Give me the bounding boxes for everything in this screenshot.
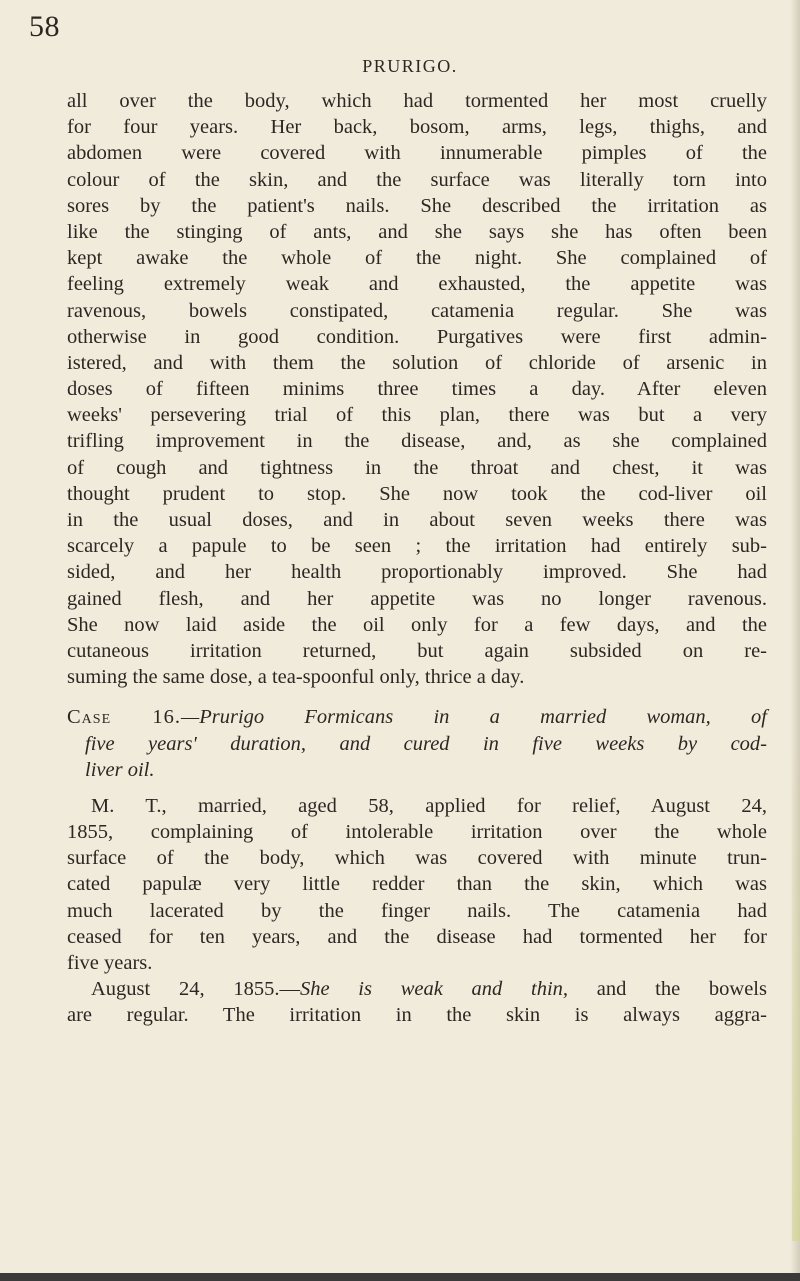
case-heading-line: liver oil. <box>85 758 155 781</box>
case-label: Case 16. <box>67 706 181 729</box>
text-line: otherwise in good condition. Purgatives were first admin- <box>67 325 767 348</box>
text-line: in the usual doses, and in about seven weeks there was <box>67 509 767 531</box>
text-line: scarcely a papule to be seen ; the irritation had entirely sub- <box>67 535 767 558</box>
page-number: 58 <box>29 10 60 43</box>
text-line: M. T., married, aged 58, applied for relief, August 24, <box>91 794 767 817</box>
page-edge-tint <box>792 721 800 1241</box>
text-line: abdomen were covered with innumerable pimples of the <box>67 142 767 165</box>
text-suffix: and the bowels <box>568 978 767 1001</box>
text-line: doses of fifteen minims three times a day. After eleven <box>67 378 767 401</box>
text-line: ravenous, bowels constipated, catamenia regular. She was <box>67 299 767 322</box>
text-line: sores by the patient's nails. She described the irritation as <box>67 194 767 217</box>
text-line: cated papulæ very little redder than the skin, which was <box>67 873 767 896</box>
text-line: thought prudent to stop. She now took the cod-liver oil <box>67 482 767 505</box>
case-paragraph <box>67 793 767 976</box>
case-heading-line: five years' duration, and cured in five weeks by cod- <box>85 732 767 755</box>
text-line: sided, and her health proportionably improved. She had <box>67 561 767 584</box>
text-line: surface of the body, which was covered with minute trun- <box>67 847 767 870</box>
scan-bottom-edge <box>0 1273 800 1281</box>
text-line: are regular. The irritation in the skin is always aggra- <box>67 1004 767 1027</box>
text-line: She now laid aside the oil only for a few days, and the <box>67 613 767 636</box>
text-line: like the stinging of ants, and she says she has often been <box>67 220 767 243</box>
text-line: ceased for ten years, and the disease had tormented her for <box>67 925 767 948</box>
text-line: of cough and tightness in the throat and chest, it was <box>67 456 767 479</box>
text-line: kept awake the whole of the night. She complained of <box>67 247 767 270</box>
text-line: weeks' persevering trial of this plan, there was but a very <box>67 404 767 427</box>
text-line: suming the same dose, a tea-spoonful only, thrice a day. <box>67 666 525 689</box>
paragraph-continuation <box>67 88 767 690</box>
text-line: trifling improvement in the disease, and, as she complained <box>67 430 767 453</box>
text-line: five years. <box>67 952 153 974</box>
case-title: —Prurigo Formicans in a married woman, of <box>181 706 767 729</box>
body-text <box>67 88 767 1029</box>
text-line: colour of the skin, and the surface was literally torn into <box>67 168 767 191</box>
text-line: cutaneous irritation returned, but again subsided on re- <box>67 639 767 662</box>
text-line: istered, and with them the solution of chloride of arsenic in <box>67 351 767 374</box>
italic-phrase: She is weak and thin, <box>299 978 569 1001</box>
text-line: 1855, complaining of intolerable irritation over the whole <box>67 821 767 844</box>
text-line: gained flesh, and her appetite was no longer ravenous. <box>67 587 767 610</box>
case-heading-line <box>67 704 767 730</box>
case-heading <box>67 704 767 783</box>
text-line <box>67 976 767 1002</box>
date-prefix: August 24, 1855.— <box>91 978 300 1001</box>
running-head: PRURIGO. <box>362 56 458 76</box>
text-line: all over the body, which had tormented her most cruelly <box>67 90 767 112</box>
text-line: feeling extremely weak and exhausted, the appetite was <box>67 273 767 296</box>
text-line: much lacerated by the finger nails. The catamenia had <box>67 899 767 922</box>
case-paragraph <box>67 976 767 1028</box>
text-line: for four years. Her back, bosom, arms, legs, thighs, and <box>67 116 767 139</box>
